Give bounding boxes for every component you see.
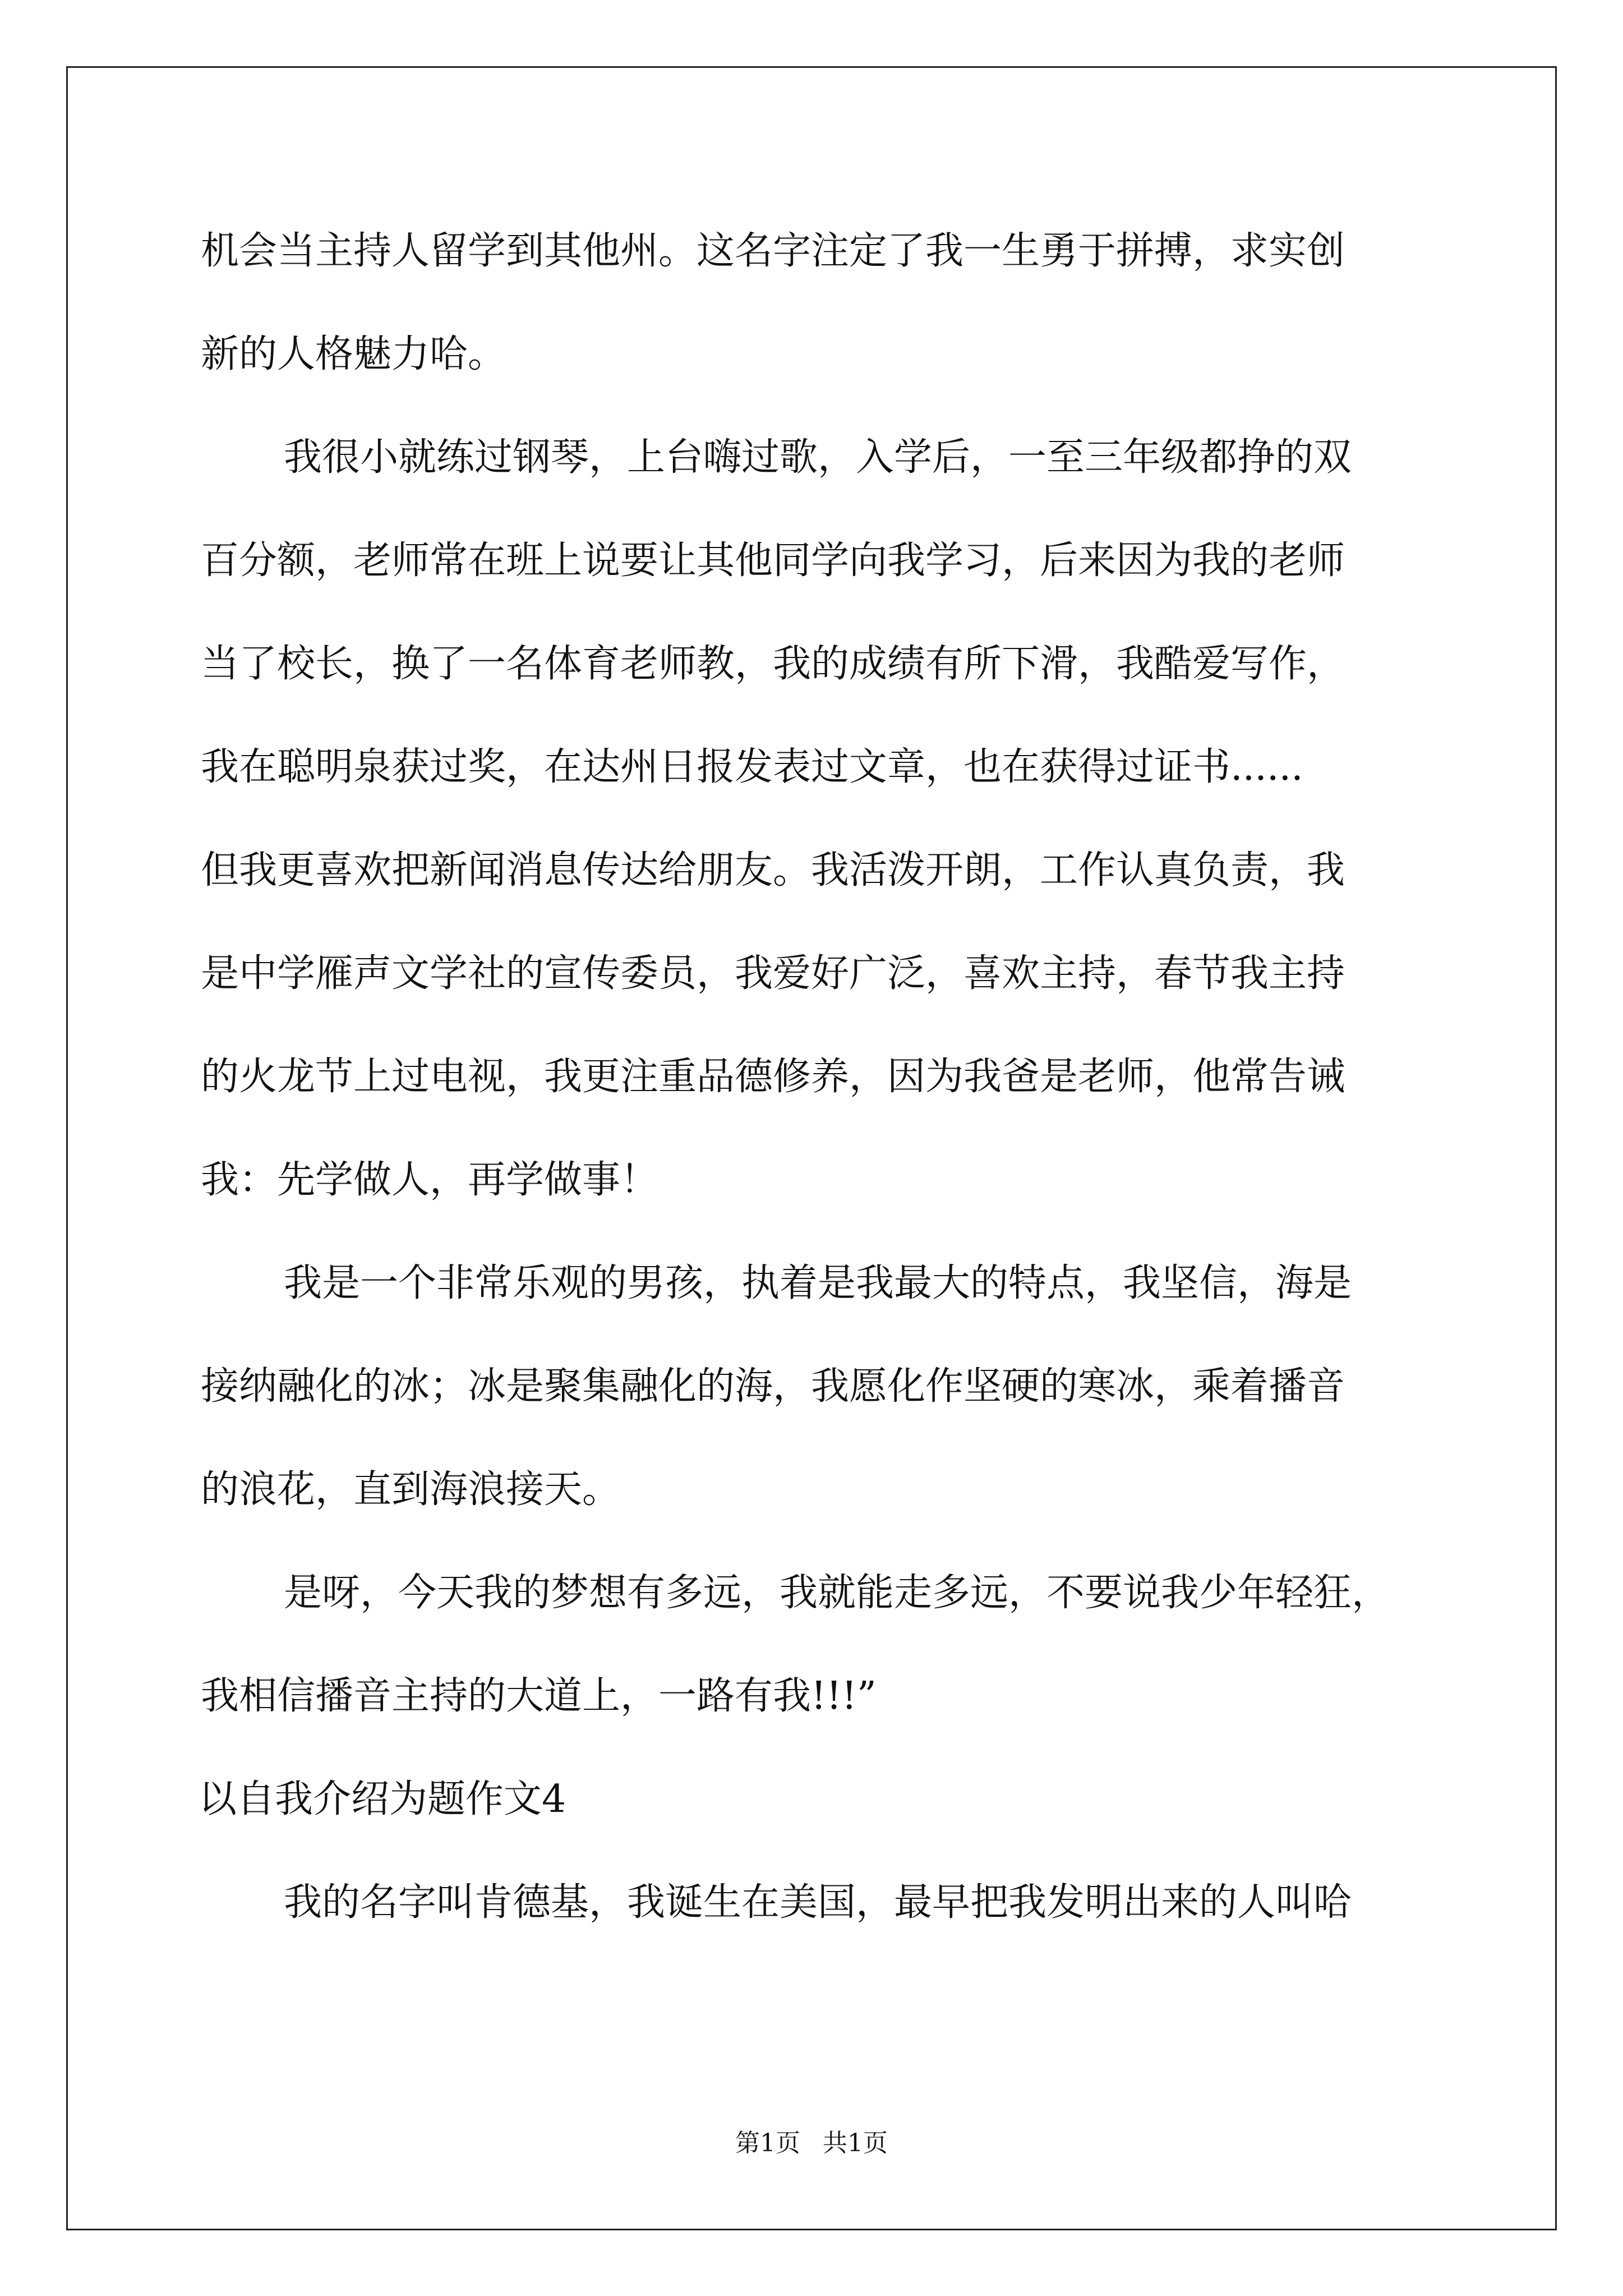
paragraph-start-line: 是呀，今天我的梦想有多远，我就能走多远，不要说我少年轻狂， (284, 1571, 1390, 1615)
page-total: 共1页 (823, 2129, 888, 2157)
text-line-4: 百分额，老师常在班上说要让其他同学向我学习，后来因为我的老师 (201, 539, 1345, 583)
paragraph-start-line: 我的名字叫肯德基，我诞生在美国，最早把我发明出来的人叫哈 (284, 1880, 1352, 1925)
text-line-7: 但我更喜欢把新闻消息传达给朋友。我活泼开朗，工作认真负责，我 (201, 848, 1345, 892)
text-line-9: 的火龙节上过电视，我更注重品德修养，因为我爸是老师，他常告诫 (201, 1055, 1345, 1099)
section-heading: 以自我介绍为题作文4 (199, 1777, 566, 1821)
text-line-5: 当了校长，换了一名体育老师教，我的成绩有所下滑，我酷爱写作， (201, 642, 1345, 686)
text-line-6: 我在聪明泉获过奖，在达州日报发表过文章，也在获得过证书...... (201, 745, 1303, 789)
document-body (201, 219, 1423, 1973)
page-footer (0, 2127, 1623, 2160)
text-line-8: 是中学雁声文学社的宣传委员，我爱好广泛，喜欢主持，春节我主持 (201, 951, 1345, 996)
paragraph-start-line: 我很小就练过钢琴，上台嗨过歌，入学后，一至三年级都挣的双 (284, 435, 1352, 480)
text-line-12: 接纳融化的冰；冰是聚集融化的海，我愿化作坚硬的寒冰，乘着播音 (201, 1364, 1345, 1409)
text-line-1: 机会当主持人留学到其他州。这名字注定了我一生勇于拼搏，求实创 (201, 229, 1345, 273)
text-line-13: 的浪花，直到海浪接天。 (201, 1467, 621, 1512)
page-number: 第1页 (735, 2129, 800, 2157)
text-line-15: 我相信播音主持的大道上，一路有我!!!” (201, 1674, 877, 1718)
paragraph-start-line: 我是一个非常乐观的男孩，执着是我最大的特点，我坚信，海是 (284, 1261, 1352, 1305)
text-line-10: 我：先学做人，再学做事！ (201, 1158, 659, 1202)
text-line-2: 新的人格魅力哈。 (201, 332, 506, 376)
